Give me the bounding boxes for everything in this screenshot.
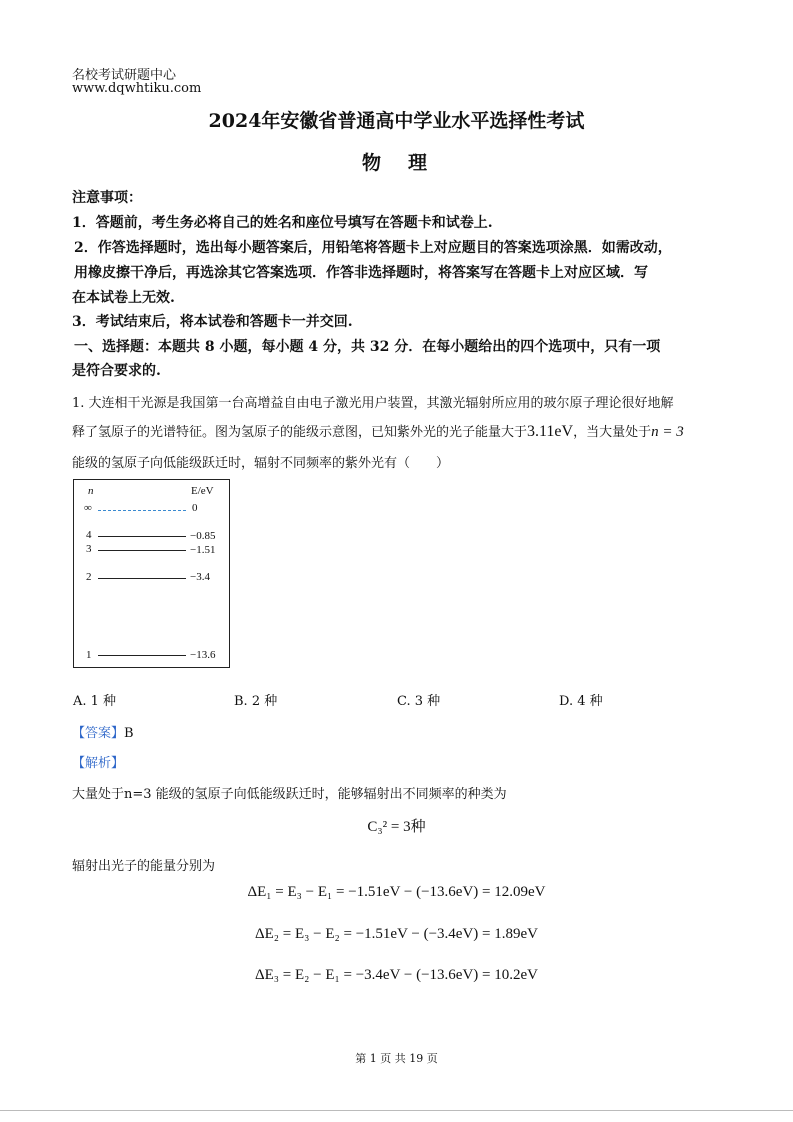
- axis-label-energy: E/eV: [191, 485, 214, 497]
- energy-level-line: [98, 578, 186, 579]
- energy-level-line: [98, 655, 186, 656]
- energy-level-line: [98, 536, 186, 537]
- answer-tag: 【答案】: [72, 726, 125, 741]
- source-name: 名校考试研题中心: [72, 68, 177, 83]
- level-energy-label: 0: [192, 502, 198, 514]
- level-energy-label: −0.85: [190, 530, 216, 542]
- level-n-label: ∞: [84, 502, 92, 514]
- level-n-label: 3: [86, 543, 92, 555]
- energy-level-line: [98, 510, 186, 511]
- level-energy-label: −3.4: [190, 571, 210, 583]
- question-text: 1. 大连相干光源是我国第一台高增益自由电子激光用户装置，其激光辐射所应用的玻尔原子理论很好地解: [72, 396, 674, 411]
- axis-label-n: n: [88, 485, 94, 497]
- notice-item: 3．考试结束后，将本试卷和答题卡一并交回.: [72, 314, 353, 330]
- energy-threshold: 3.11eV: [527, 423, 574, 440]
- question-text: 能级的氢原子向低能级跃迁时，辐射不同频率的紫外光有（ ）: [72, 456, 450, 471]
- question-text: [72, 421, 684, 441]
- level-n-label: 1: [86, 649, 92, 661]
- exam-title: 2024年安徽省普通高中学业水平选择性考试: [208, 110, 585, 132]
- energy-equation-3: ΔE₃ = E₂ − E₁ = −3.4eV − (−13.6eV) = 10.2eV: [255, 967, 538, 983]
- option-a: A. 1 种: [73, 694, 117, 709]
- combination-formula: C₃² = 3种: [367, 819, 426, 835]
- notice-item: 2．作答选择题时，选出每小题答案后，用铅笔将答题卡上对应题目的答案选项涂黑．如需改动，: [74, 240, 672, 256]
- level-n: n = 3: [651, 424, 684, 440]
- answer-value: B: [124, 726, 134, 741]
- option-c: C. 3 种: [397, 694, 441, 709]
- notice-heading: 注意事项：: [72, 190, 142, 206]
- energy-level-diagram: [73, 479, 230, 668]
- energy-equation-2: ΔE₂ = E₃ − E₂ = −1.51eV − (−3.4eV) = 1.89eV: [255, 926, 538, 942]
- page-footer: 第 1 页 共 19 页: [355, 1052, 438, 1065]
- level-energy-label: −1.51: [190, 544, 216, 556]
- answer-line: [72, 722, 134, 741]
- energy-equation-1: ΔE₁ = E₃ − E₁ = −1.51eV − (−13.6eV) = 12.09eV: [247, 884, 546, 900]
- energy-level-line: [98, 550, 186, 551]
- level-n-label: 4: [86, 529, 92, 541]
- analysis-text: 辐射出光子的能量分别为: [72, 859, 216, 874]
- source-url: www.dqwhtiku.com: [72, 81, 202, 96]
- analysis-tag: 【解析】: [72, 756, 125, 771]
- question-text-part: ，当大量处于: [573, 425, 652, 440]
- notice-item: 1．答题前，考生务必将自己的姓名和座位号填写在答题卡和试卷上.: [72, 215, 493, 231]
- option-b: B. 2 种: [234, 694, 278, 709]
- question-text-part: 释了氢原子的光谱特征。图为氢原子的能级示意图，已知紫外光的光子能量大于: [72, 425, 528, 440]
- level-n-label: 2: [86, 571, 92, 583]
- level-energy-label: −13.6: [190, 649, 216, 661]
- option-d: D. 4 种: [559, 694, 603, 709]
- analysis-text: 大量处于n=3 能级的氢原子向低能级跃迁时，能够辐射出不同频率的种类为: [72, 787, 507, 802]
- footer-divider: [0, 1110, 793, 1111]
- section-heading-cont: 是符合要求的.: [72, 363, 161, 379]
- subject-title: 物 理: [361, 152, 431, 174]
- section-heading: 一、选择题：本题共 8 小题，每小题 4 分，共 32 分．在每小题给出的四个选项中，只有一项: [74, 339, 661, 355]
- notice-item: 在本试卷上无效.: [72, 290, 175, 306]
- notice-item: 用橡皮擦干净后，再选涂其它答案选项．作答非选择题时，将答案写在答题卡上对应区域．写: [74, 265, 648, 281]
